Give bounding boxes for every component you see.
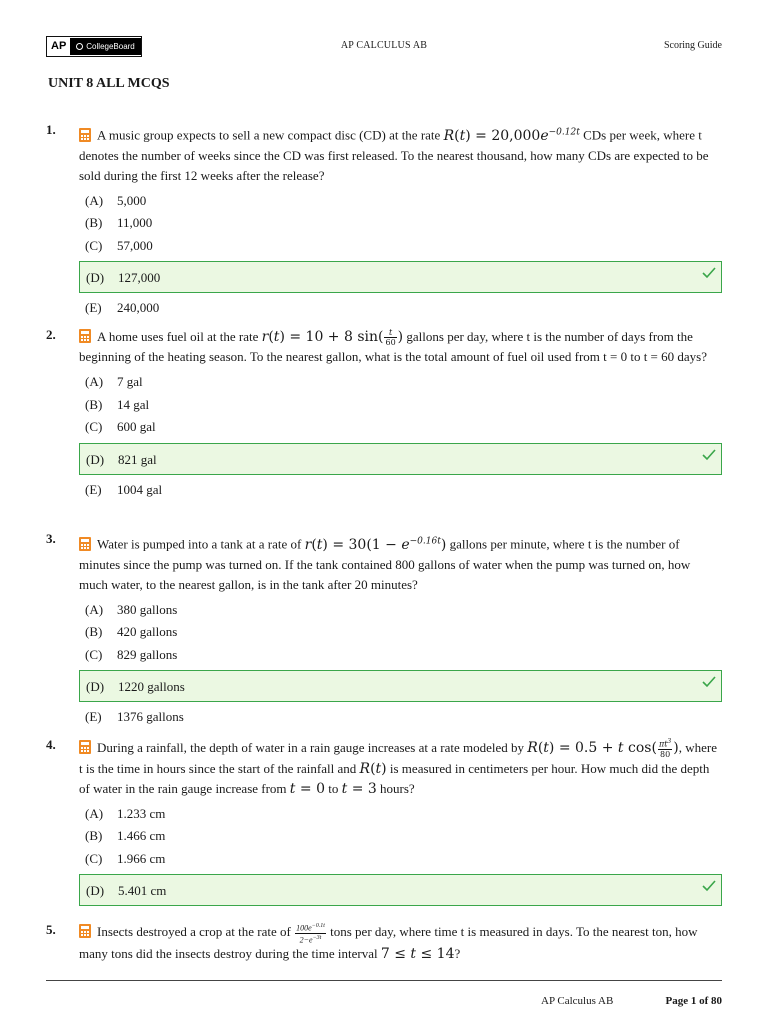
rate-formula: $r(t) = 30(1 - e^{-0.16t})$ xyxy=(304,536,447,553)
rate-formula: r(t) = 10 + 8 sin( $\frac{t}{60}$ ) xyxy=(261,327,404,347)
choice-letter: (E) xyxy=(85,709,102,725)
choice-letter: (A) xyxy=(85,601,104,617)
stem-text: Water is pumped into a tank at a rate of xyxy=(97,536,302,552)
page-number: Page 1 of 80 xyxy=(665,995,722,1007)
answer-choices xyxy=(79,371,722,501)
choice-a[interactable] xyxy=(79,190,722,213)
header-course-title: AP CALCULUS AB xyxy=(340,40,428,51)
choice-value: 1.466 cm xyxy=(117,828,166,844)
rate-symbol: R(t) xyxy=(359,760,387,777)
choice-d-correct[interactable] xyxy=(79,261,722,293)
time-interval: 7 ≤ t ≤ 14 xyxy=(380,946,455,963)
choice-value: 1.233 cm xyxy=(117,805,166,821)
checkmark-icon xyxy=(701,674,717,690)
choice-a[interactable] xyxy=(79,599,722,622)
choice-value: 11,000 xyxy=(117,215,153,231)
choice-letter: (A) xyxy=(85,374,104,389)
checkmark-icon xyxy=(701,447,717,463)
choice-value: 420 gallons xyxy=(117,624,178,640)
choice-a[interactable] xyxy=(79,803,722,826)
choice-value: 1.966 cm xyxy=(117,850,166,866)
choice-value: 821 gal xyxy=(118,451,157,467)
choice-b[interactable] xyxy=(79,212,722,235)
choice-c[interactable] xyxy=(79,416,722,439)
question-5 xyxy=(46,922,722,964)
choice-letter: (A) xyxy=(85,805,104,821)
choice-c[interactable] xyxy=(79,848,722,871)
choice-b[interactable] xyxy=(79,825,722,848)
question-stem: Insects destroyed a crop at the rate of $\frac{100e^{-0.1t}}{2-e^{-3t}}$ tons per day, where time t is measured in days. To the nearest ton, how many tons did the insects destroy during the time interval 7 ≤ t ≤ 14? xyxy=(79,923,698,963)
choice-value: 14 gal xyxy=(117,396,150,412)
question-stem xyxy=(79,327,722,367)
footer-divider xyxy=(46,980,722,981)
answer-choices xyxy=(79,803,722,907)
start-time: t = 0 xyxy=(289,780,325,797)
choice-value: 380 gallons xyxy=(117,601,178,617)
choice-letter: (B) xyxy=(85,624,103,640)
rate-formula: $R(t) = 20,000e^{-0.12t}$ xyxy=(443,127,580,144)
choice-c[interactable] xyxy=(79,644,722,667)
choice-value: 1220 gallons xyxy=(118,679,185,695)
choice-letter: (C) xyxy=(85,850,103,866)
stem-text: is measured in centimeters per hour. How much did the depth of water in the rain gauge increase from xyxy=(79,760,710,796)
choice-letter: (C) xyxy=(85,646,103,662)
choice-d-correct[interactable] xyxy=(79,874,722,906)
stem-text: to xyxy=(328,780,339,796)
checkmark-icon xyxy=(701,878,717,894)
question-number: 1. xyxy=(46,122,56,137)
choice-e[interactable] xyxy=(79,479,722,502)
logo-ap-text: AP xyxy=(47,38,70,55)
stem-text: A home uses fuel oil at the rate xyxy=(97,329,259,344)
answer-choices xyxy=(79,190,722,320)
choice-value: 240,000 xyxy=(117,300,160,316)
choice-a[interactable] xyxy=(79,371,722,394)
question-number: 2. xyxy=(46,327,56,342)
stem-text: , where t is the time in hours since the start of the rainfall and xyxy=(79,739,717,776)
rate-formula: R(t) = 0.5 + t cos( $\frac{\pi t^3}{80}$ ) xyxy=(527,738,679,759)
question-1 xyxy=(46,122,722,320)
rate-formula: $\frac{100e^{-0.1t}}{2-e^{-3t}}$ xyxy=(296,923,325,945)
choice-letter: (D) xyxy=(86,883,105,899)
calculator-icon xyxy=(79,537,91,551)
stem-text: gallons per day, where t is the number of days from the beginning of the heating season. To the nearest gallon, what is the total amount of fuel oil used from t = 0 to t = 60 days? xyxy=(79,329,707,364)
choice-letter: (C) xyxy=(85,419,103,434)
choice-value: 5.401 cm xyxy=(118,883,167,899)
choice-e[interactable] xyxy=(79,706,722,729)
answer-choices xyxy=(79,599,722,729)
choice-e[interactable] xyxy=(79,297,722,320)
question-number: 4. xyxy=(46,737,56,752)
choice-d-correct[interactable] xyxy=(79,443,722,475)
unit-title: UNIT 8 ALL MCQS xyxy=(48,76,170,91)
question-number: 3. xyxy=(46,531,56,546)
choice-letter: (B) xyxy=(85,215,103,231)
stem-text: Insects destroyed a crop at the rate of xyxy=(97,924,291,940)
question-stem xyxy=(79,531,722,595)
question-stem xyxy=(79,122,722,186)
choice-letter: (E) xyxy=(85,300,102,316)
choice-value: 829 gallons xyxy=(117,646,178,662)
calculator-icon xyxy=(79,128,91,142)
choice-value: 7 gal xyxy=(117,374,143,389)
choice-value: 127,000 xyxy=(118,270,161,286)
question-4 xyxy=(46,737,722,910)
page-header xyxy=(46,36,722,56)
choice-value: 1004 gal xyxy=(117,481,163,497)
calculator-icon xyxy=(79,329,91,343)
choice-letter: (D) xyxy=(86,679,105,695)
stem-text: gallons per minute, where t is the number of minutes since the pump was turned on. If the tank contained 800 gallons of water when the pump was turned on, how much water, to the nearest gallon, is in the tank after 20 minutes? xyxy=(79,536,691,592)
logo-collegeboard-text: CollegeBoard xyxy=(86,42,135,51)
choice-value: 5,000 xyxy=(117,192,147,208)
choice-letter: (D) xyxy=(86,270,105,286)
question-3 xyxy=(46,531,722,729)
choice-b[interactable] xyxy=(79,394,722,417)
choice-letter: (C) xyxy=(85,237,103,253)
stem-text: A music group expects to sell a new compact disc (CD) at the rate xyxy=(97,127,441,143)
choice-value: 1376 gallons xyxy=(117,709,184,725)
calculator-icon xyxy=(79,924,91,938)
stem-text: During a rainfall, the depth of water in a rain gauge increases at a rate modeled by xyxy=(97,739,525,755)
choice-letter: (E) xyxy=(85,481,102,497)
header-scoring-guide: Scoring Guide xyxy=(663,40,722,51)
question-2 xyxy=(46,327,722,501)
footer-course: AP Calculus AB xyxy=(541,995,614,1007)
question-stem xyxy=(79,737,722,799)
stem-text: CDs per week, where t denotes the number of weeks since the CD was first released. To the nearest thousand, how many CDs are expected to be sold during the first 12 weeks after the release? xyxy=(79,127,709,183)
choice-letter: (B) xyxy=(85,828,103,844)
stem-text: hours? xyxy=(380,780,415,796)
checkmark-icon xyxy=(701,265,717,281)
choice-b[interactable] xyxy=(79,621,722,644)
question-number: 5. xyxy=(46,922,56,937)
choice-c[interactable] xyxy=(79,235,722,258)
end-time: t = 3 xyxy=(341,780,377,797)
choice-letter: (A) xyxy=(85,192,104,208)
stem-text: tons per day, where time t is measured in days. To the nearest ton, how many tons did the insects destroy during the time interval xyxy=(79,924,698,962)
calculator-icon xyxy=(79,740,91,754)
choice-letter: (D) xyxy=(86,451,105,467)
choice-value: 57,000 xyxy=(117,237,153,253)
choice-letter: (B) xyxy=(85,396,103,412)
choice-value: 600 gal xyxy=(117,419,156,434)
choice-d-correct[interactable] xyxy=(79,670,722,702)
